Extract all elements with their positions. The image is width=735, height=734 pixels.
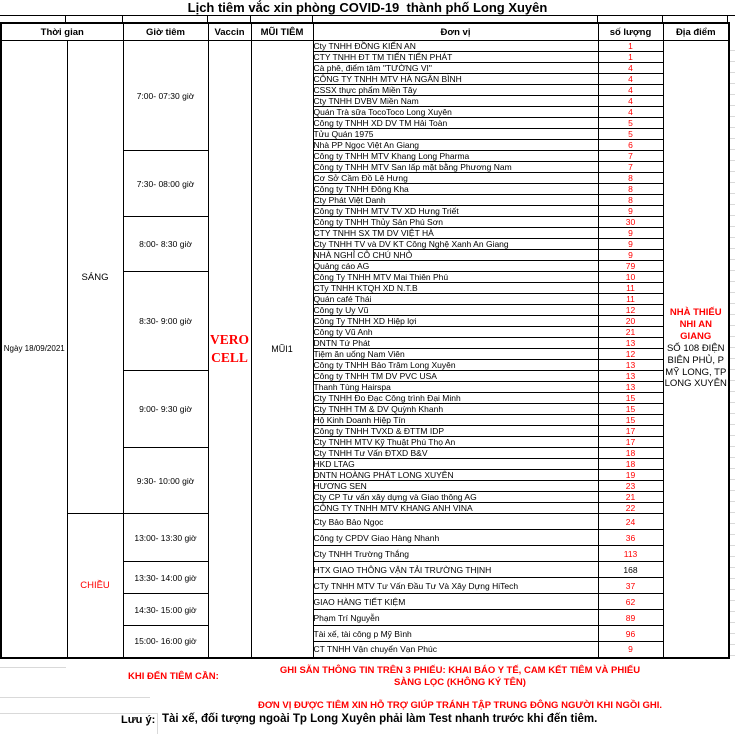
quantity-cell: 30 <box>598 217 663 228</box>
unit-cell: Cà phê, điểm tâm "TƯỜNG VI" <box>313 63 598 74</box>
quantity-cell: 10 <box>598 272 663 283</box>
gridline <box>157 713 158 734</box>
quantity-cell: 11 <box>598 283 663 294</box>
unit-cell: Công ty TNHH XD DV TM Hải Toàn <box>313 118 598 129</box>
quantity-cell: 4 <box>598 85 663 96</box>
grid-seg <box>207 15 208 22</box>
unit-cell: Công ty Uy Vũ <box>313 305 598 316</box>
unit-cell: Cty TNHH DVBV Miền Nam <box>313 96 598 107</box>
unit-cell: DNTN HOÀNG PHÁT LONG XUYÊN <box>313 470 598 481</box>
quantity-cell: 24 <box>598 514 663 530</box>
schedule-row <box>1 514 729 530</box>
note-attention-text: Tài xế, đối tượng ngoài Tp Long Xuyên phải làm Test nhanh trước khi đến tiêm. <box>162 713 598 725</box>
note-when-coming-label: KHI ĐẾN TIÊM CẦN: <box>128 671 219 682</box>
unit-cell: GIAO HÀNG TIẾT KIỆM <box>313 594 598 610</box>
quantity-cell: 13 <box>598 338 663 349</box>
grid-seg <box>250 15 251 22</box>
unit-cell: DNTN Tứ Phát <box>313 338 598 349</box>
unit-cell: CÔNG TY TNHH MTV KHANG ANH VINA <box>313 503 598 514</box>
schedule-row <box>1 41 729 52</box>
note-instruction-1: GHI SẴN THÔNG TIN TRÊN 3 PHIẾU: KHAI BÁO Y TẾ, CAM KẾT TIÊM VÀ PHIẾU SÀNG LỌC (KHÔNG KÝ TÊN) <box>279 665 641 688</box>
quantity-cell: 15 <box>598 415 663 426</box>
quantity-cell: 9 <box>598 239 663 250</box>
grid-seg <box>65 15 66 22</box>
quantity-cell: 1 <box>598 41 663 52</box>
quantity-cell: 15 <box>598 404 663 415</box>
unit-cell: Hộ Kinh Doanh Hiệp Tín <box>313 415 598 426</box>
unit-cell: Cty TNHH Đo Đạc Công trình Đại Minh <box>313 393 598 404</box>
dose-cell: MŨI1 <box>251 41 313 658</box>
unit-cell: Cty TNHH TM & DV Quỳnh Khanh <box>313 404 598 415</box>
note-attention-label: Lưu ý: <box>121 714 156 726</box>
quantity-cell: 13 <box>598 371 663 382</box>
unit-cell: Công ty TNHH Thủy Sản Phú Sơn <box>313 217 598 228</box>
quantity-cell: 37 <box>598 578 663 594</box>
excel-gridlines-right <box>730 40 735 656</box>
location-facility-name: NHÀ THIẾU NHI AN GIANG <box>669 307 722 342</box>
date-cell: Ngày 18/09/2021 <box>1 41 67 658</box>
quantity-cell: 13 <box>598 382 663 393</box>
unit-cell: CT TNHH Vận chuyển Vạn Phúc <box>313 642 598 658</box>
quantity-cell: 21 <box>598 327 663 338</box>
quantity-cell: 79 <box>598 261 663 272</box>
quantity-cell: 4 <box>598 63 663 74</box>
table-header-row <box>1 23 729 41</box>
page-title: Lịch tiêm vắc xin phòng COVID-19 thành phố Long Xuyên <box>187 0 548 15</box>
unit-cell: Quán Trà sữa TocoToco Long Xuyên <box>313 107 598 118</box>
time-slot-cell: 8:30- 9:00 giờ <box>123 272 208 371</box>
grid-seg <box>312 15 313 22</box>
unit-cell: Thanh Tùng Hairspa <box>313 382 598 393</box>
header-don-vi: Đơn vị <box>313 23 598 41</box>
time-slot-cell: 8:00- 8:30 giờ <box>123 217 208 272</box>
quantity-cell: 5 <box>598 129 663 140</box>
unit-cell: Phạm Trí Nguyễn <box>313 610 598 626</box>
unit-cell: Nhà PP Ngọc Việt An Giang <box>313 140 598 151</box>
quantity-cell: 36 <box>598 530 663 546</box>
grid-seg <box>597 15 598 22</box>
vaccination-schedule-table <box>0 22 730 659</box>
location-cell <box>663 41 729 658</box>
location-address: SỐ 108 ĐIỆN BIÊN PHỦ, P MỸ LONG, TP LONG XUYÊN <box>664 342 727 390</box>
unit-cell: Cty TNHH Trường Thắng <box>313 546 598 562</box>
quantity-cell: 8 <box>598 195 663 206</box>
note-instruction-2: ĐƠN VỊ ĐƯỢC TIÊM XIN HỖ TRỢ GIÚP TRÁNH TẬP TRUNG ĐÔNG NGƯỜI KHI NGỒI GHI. <box>257 700 663 711</box>
unit-cell: Công Ty TNHH XD Hiệp lợi <box>313 316 598 327</box>
quantity-cell: 96 <box>598 626 663 642</box>
grid-seg <box>122 15 123 22</box>
quantity-cell: 15 <box>598 393 663 404</box>
unit-cell: Tài xế, tài công p Mỹ Bình <box>313 626 598 642</box>
unit-cell: CÔNG TY TNHH MTV HÀ NGÂN BÌNH <box>313 74 598 85</box>
header-so-luong: số lượng <box>598 23 663 41</box>
unit-cell: Công ty TNHH TVXD & ĐTTM IDP <box>313 426 598 437</box>
unit-cell: Cty TNHH TV và DV KT Công Nghệ Xanh An Giang <box>313 239 598 250</box>
unit-cell: Cty Phát Việt Danh <box>313 195 598 206</box>
quantity-cell: 113 <box>598 546 663 562</box>
time-slot-cell: 9:30- 10:00 giờ <box>123 448 208 514</box>
time-slot-cell: 15:00- 16:00 giờ <box>123 626 208 658</box>
unit-cell: Cty TNHH Tư Vấn ĐTXD B&V <box>313 448 598 459</box>
quantity-cell: 19 <box>598 470 663 481</box>
quantity-cell: 8 <box>598 173 663 184</box>
header-mui-tiem: MŨI TIÊM <box>251 23 313 41</box>
quantity-cell: 89 <box>598 610 663 626</box>
quantity-cell: 4 <box>598 107 663 118</box>
quantity-cell: 6 <box>598 140 663 151</box>
quantity-cell: 62 <box>598 594 663 610</box>
unit-cell: Quán café Thái <box>313 294 598 305</box>
unit-cell: NHÀ NGHỈ CÔ CHÚ NHỎ <box>313 250 598 261</box>
header-thoi-gian: Thời gian <box>1 23 123 41</box>
title-underline <box>0 15 735 16</box>
unit-cell: Công ty TNHH MTV TV XD Hưng Triết <box>313 206 598 217</box>
unit-cell: CTy TNHH KTQH XD N.T.B <box>313 283 598 294</box>
quantity-cell: 168 <box>598 562 663 578</box>
quantity-cell: 9 <box>598 642 663 658</box>
grid-seg <box>727 15 728 22</box>
quantity-cell: 22 <box>598 503 663 514</box>
time-slot-cell: 13:30- 14:00 giờ <box>123 562 208 594</box>
unit-cell: CTY TNHH ĐT TM TIẾN TIẾN PHÁT <box>313 52 598 63</box>
gridline <box>0 667 66 668</box>
unit-cell: Cty Bảo Bảo Ngọc <box>313 514 598 530</box>
unit-cell: HƯƠNG SEN <box>313 481 598 492</box>
quantity-cell: 12 <box>598 349 663 360</box>
quantity-cell: 18 <box>598 459 663 470</box>
quantity-cell: 9 <box>598 228 663 239</box>
grid-seg <box>662 15 663 22</box>
unit-cell: CSSX thực phẩm Miền Tây <box>313 85 598 96</box>
quantity-cell: 5 <box>598 118 663 129</box>
unit-cell: Cty CP Tư vấn xây dựng và Giao thông AG <box>313 492 598 503</box>
quantity-cell: 18 <box>598 448 663 459</box>
quantity-cell: 1 <box>598 52 663 63</box>
quantity-cell: 4 <box>598 74 663 85</box>
unit-cell: Tửu Quán 1975 <box>313 129 598 140</box>
unit-cell: Công ty TNHH MTV San lấp mặt bằng Phương Nam <box>313 162 598 173</box>
unit-cell: Công ty TNHH TM DV PVC USA <box>313 371 598 382</box>
unit-cell: Cty TNHH MTV Kỹ Thuật Phú Thọ An <box>313 437 598 448</box>
unit-cell: Công ty TNHH Bảo Trâm Long Xuyên <box>313 360 598 371</box>
unit-cell: Công ty Vũ Anh <box>313 327 598 338</box>
quantity-cell: 9 <box>598 206 663 217</box>
quantity-cell: 12 <box>598 305 663 316</box>
unit-cell: CTy TNHH MTV Tư Vấn Đầu Tư Và Xây Dựng HiTech <box>313 578 598 594</box>
unit-cell: Cty TNHH ĐỒNG KIẾN AN <box>313 41 598 52</box>
header-dia-diem: Địa điểm <box>663 23 729 41</box>
quantity-cell: 23 <box>598 481 663 492</box>
session-cell: SÁNG <box>67 41 123 514</box>
header-vaccin: Vaccin <box>208 23 251 41</box>
unit-cell: Quảng cáo AG <box>313 261 598 272</box>
quantity-cell: 11 <box>598 294 663 305</box>
unit-cell: Công ty TNHH Đông Kha <box>313 184 598 195</box>
vaccine-cell: VERO CELL <box>208 41 251 658</box>
quantity-cell: 9 <box>598 250 663 261</box>
quantity-cell: 17 <box>598 437 663 448</box>
quantity-cell: 4 <box>598 96 663 107</box>
unit-cell: HKD LTAG <box>313 459 598 470</box>
quantity-cell: 21 <box>598 492 663 503</box>
time-slot-cell: 7:30- 08:00 giờ <box>123 151 208 217</box>
unit-cell: Tiệm ăn uống Nam Viên <box>313 349 598 360</box>
header-gio-tiem: Giờ tiêm <box>123 23 208 41</box>
quantity-cell: 7 <box>598 162 663 173</box>
gridline <box>0 697 150 698</box>
unit-cell: CTY TNHH SX TM DV VIỆT HÀ <box>313 228 598 239</box>
unit-cell: Công Ty TNHH MTV Mai Thiên Phú <box>313 272 598 283</box>
unit-cell: Cơ Sở Cầm Đồ Lê Hưng <box>313 173 598 184</box>
session-cell: CHIỀU <box>67 514 123 658</box>
time-slot-cell: 14:30- 15:00 giờ <box>123 594 208 626</box>
time-slot-cell: 9:00- 9:30 giờ <box>123 371 208 448</box>
time-slot-cell: 13:00- 13:30 giờ <box>123 514 208 562</box>
quantity-cell: 17 <box>598 426 663 437</box>
unit-cell: Công ty TNHH MTV Khang Long Pharma <box>313 151 598 162</box>
quantity-cell: 20 <box>598 316 663 327</box>
quantity-cell: 7 <box>598 151 663 162</box>
quantity-cell: 8 <box>598 184 663 195</box>
unit-cell: Công ty CPDV Giao Hàng Nhanh <box>313 530 598 546</box>
quantity-cell: 13 <box>598 360 663 371</box>
unit-cell: HTX GIAO THÔNG VẬN TẢI TRƯỜNG THỊNH <box>313 562 598 578</box>
time-slot-cell: 7:00- 07:30 giờ <box>123 41 208 151</box>
